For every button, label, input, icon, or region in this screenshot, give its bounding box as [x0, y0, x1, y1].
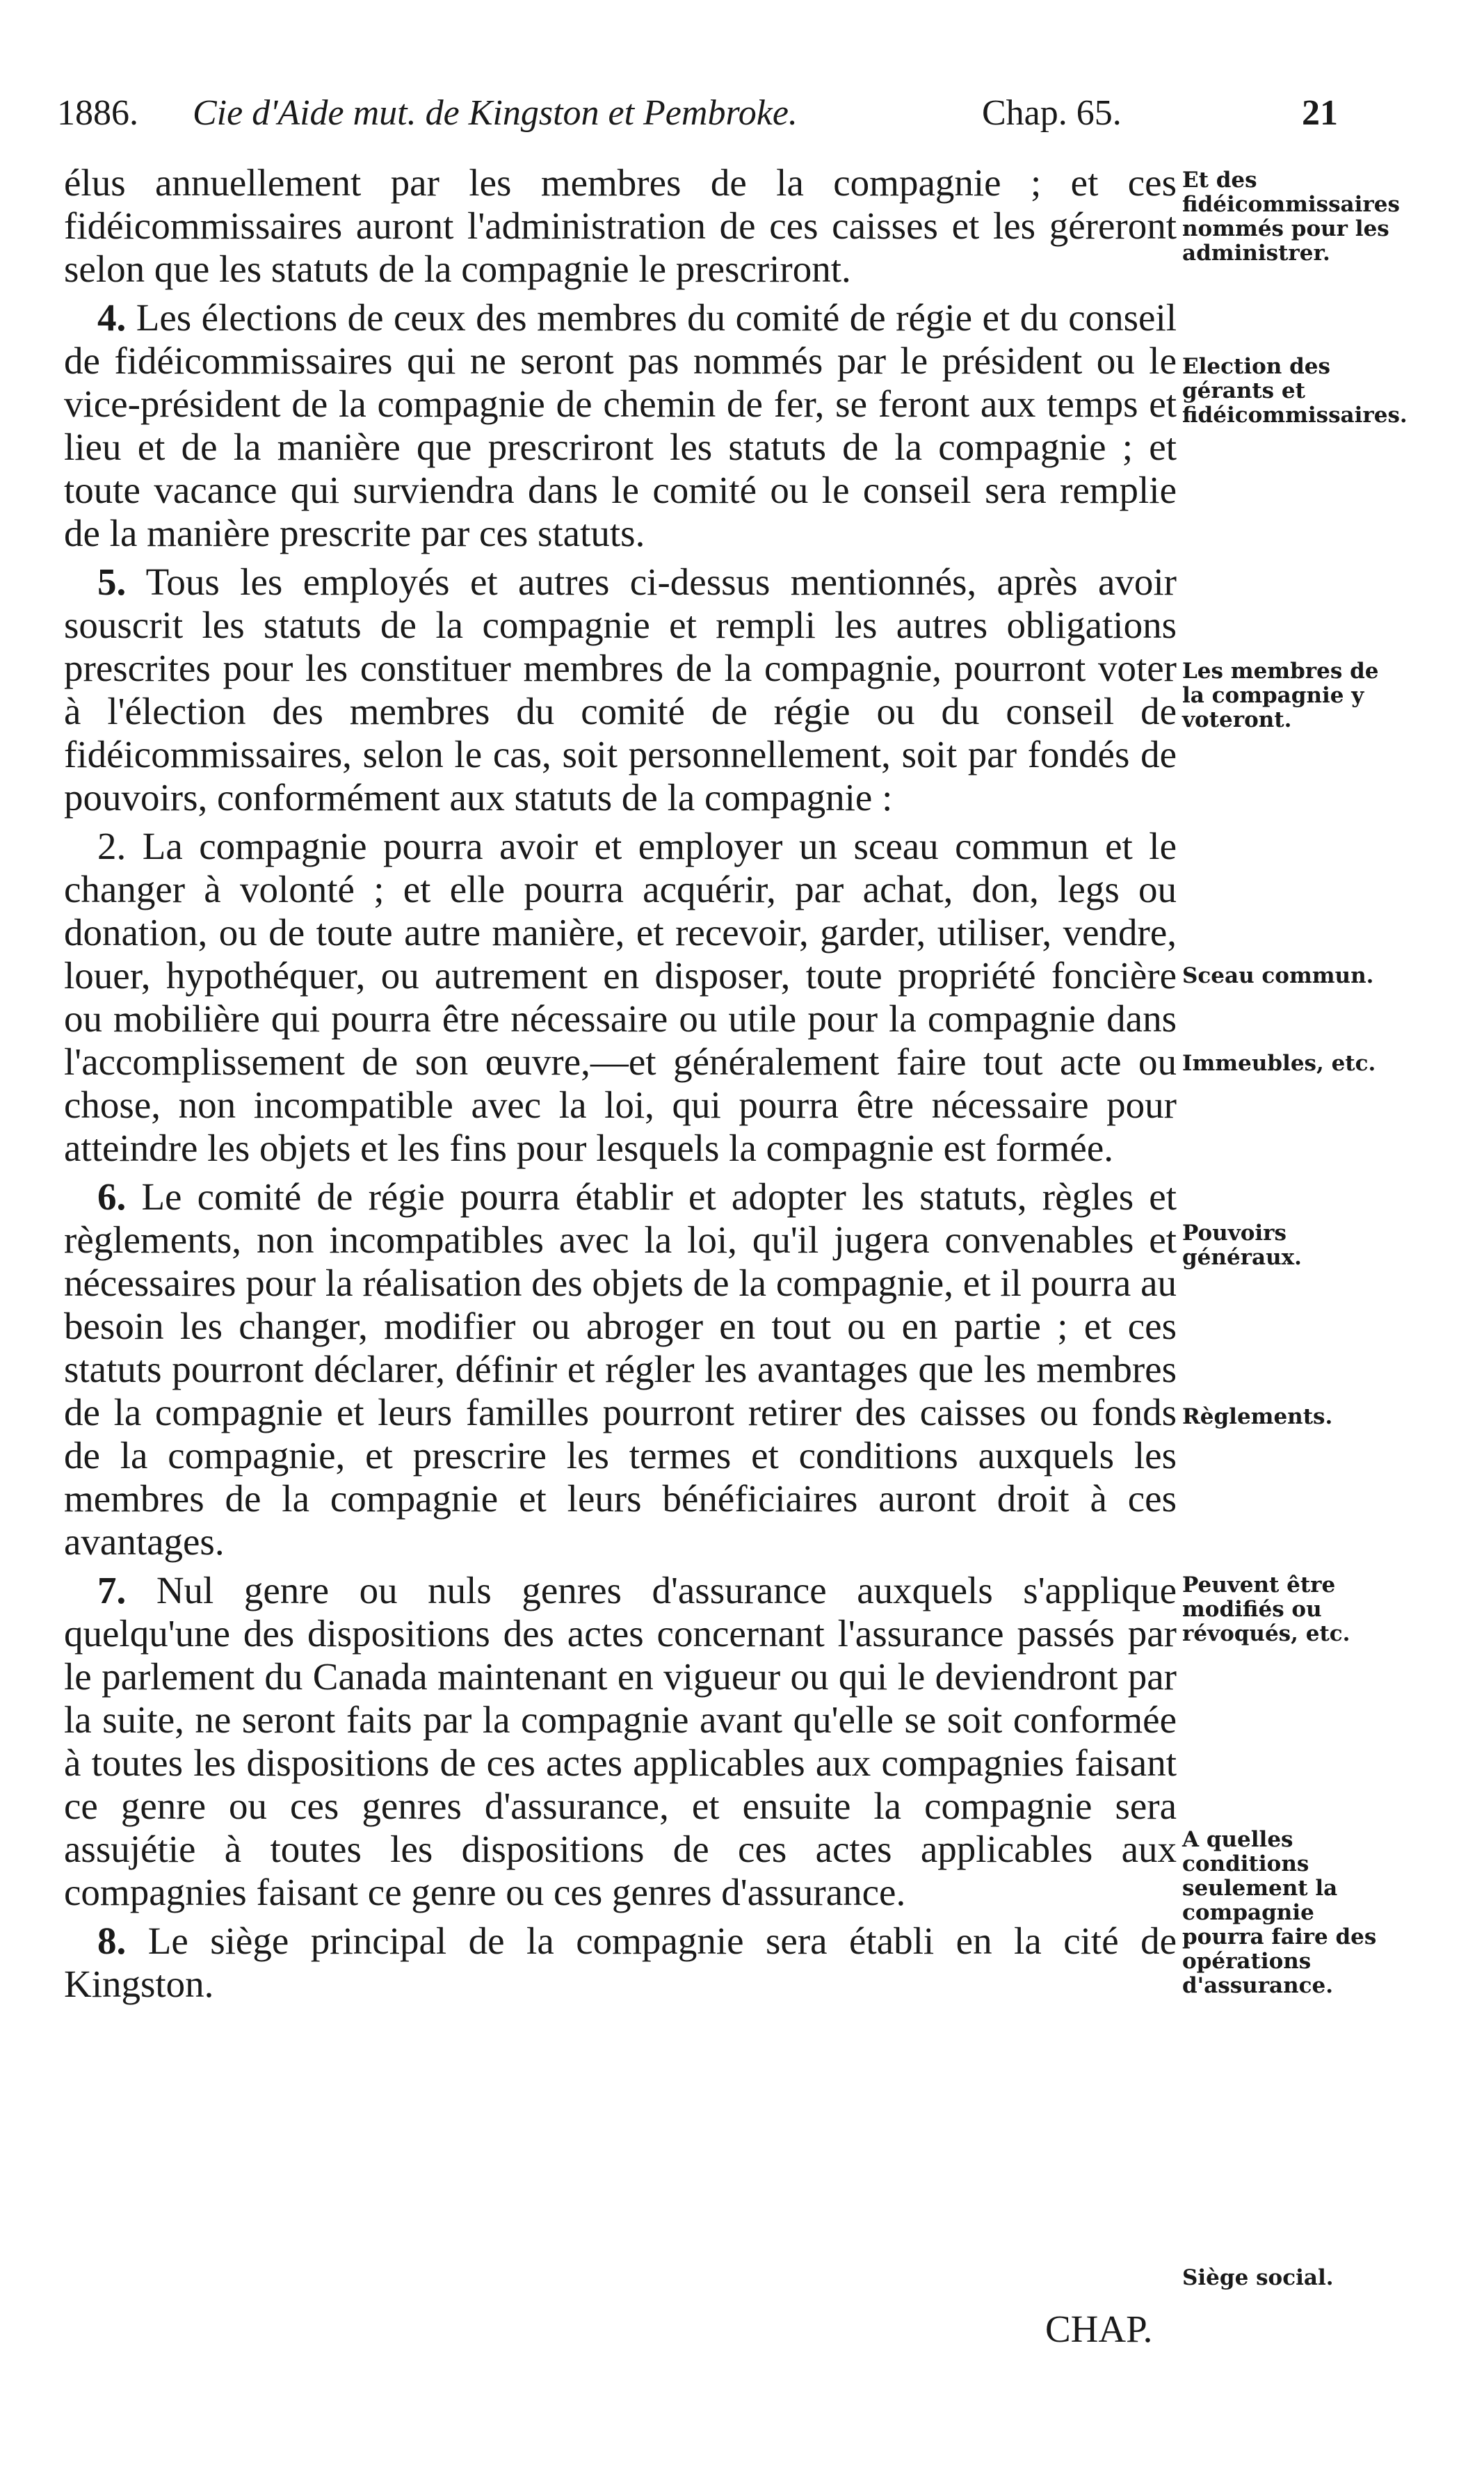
- section-text: La compagnie pourra avoir et employer un sceau commun et le changer à volonté ; et elle pourra acquérir, par achat, don, legs ou donation, ou de toute autre manière, et recevoir, garder, utiliser, vendre, louer, hypothéquer, ou autrement en disposer, toute propriété foncière ou mobilière qui pourra être nécessaire ou utile pour la compagnie dans l'accomplissement de son œuvre,—et généralement faire tout acte ou chose, non incompatible avec la loi, qui pourra être nécessaire pour atteindre les objets et les fins pour lesquels la compagnie est formée.: [64, 825, 1177, 1169]
- catchword: CHAP.: [1045, 2308, 1153, 2350]
- section-number: 8.: [97, 1920, 127, 1962]
- page-number: 21: [1302, 93, 1338, 133]
- section-number: 4.: [97, 296, 127, 339]
- margin-note-membres-votent: Les membres de la compagnie y voteront.: [1182, 659, 1379, 732]
- margin-note-reglements: Règlements.: [1182, 1404, 1333, 1429]
- section-7: [64, 1569, 1177, 1914]
- margin-note-immeubles: Immeubles, etc.: [1182, 1051, 1376, 1076]
- section-text: Le siège principal de la compagnie sera établi en la cité de Kingston.: [64, 1920, 1177, 2005]
- section-5: [64, 561, 1177, 819]
- section-text: Tous les employés et autres ci-dessus mentionnés, après avoir souscrit les statuts de la compagnie et rempli les autres obligations prescrites pour les constituer membres de la compagnie, pourront voter à l'élection des membres du comité de régie ou du conseil de fidéicommissaires, selon le cas, soit personnellement, soit par fondés de pouvoirs, conformément aux statuts de la compagnie :: [64, 561, 1177, 819]
- paragraph-continued: élus annuellement par les membres de la compagnie ; et ces fidéicommissaires auront l'administration de ces caisses et les géreront selon que les statuts de la compagnie le prescriront.: [64, 161, 1177, 290]
- main-text: [64, 161, 1177, 2011]
- margin-note-fideicommissaires: Et des fidéicommissaires nommés pour les administrer.: [1182, 168, 1400, 266]
- section-6: [64, 1175, 1177, 1563]
- section-text: Les élections de ceux des membres du comité de régie et du conseil de fidéicommissaires qui ne seront pas nommés par le président ou le vice-président de la compagnie de chemin de fer, se feront aux temps et lieu et de la manière que prescriront les statuts de la compagnie ; et toute vacance qui surviendra dans le comité ou le conseil sera remplie de la manière prescrite par ces statuts.: [64, 296, 1177, 554]
- section-8: [64, 1920, 1177, 2006]
- section-number: 5.: [97, 561, 127, 603]
- margin-note-modifies: Peuvent être modifiés ou révoqués, etc.: [1182, 1573, 1350, 1646]
- header-year: 1886.: [57, 93, 138, 133]
- section-number: 6.: [97, 1175, 127, 1218]
- margin-note-sceau: Sceau commun.: [1182, 963, 1374, 988]
- section-4: [64, 296, 1177, 555]
- margin-note-election: Election des gérants et fidéicommissaires.: [1182, 354, 1408, 428]
- margin-note-conditions: A quelles conditions seulement la compagnie pourra faire des opérations d'assurance.: [1182, 1827, 1377, 1998]
- subsection-2: [64, 825, 1177, 1170]
- margin-note-siege: Siège social.: [1182, 2265, 1334, 2290]
- section-number: 2.: [97, 825, 127, 867]
- section-number: 7.: [97, 1569, 127, 1611]
- header-chapter: Chap. 65.: [982, 93, 1122, 133]
- section-text: Nul genre ou nuls genres d'assurance auxquels s'applique quelqu'une des dispositions des actes concernant l'assurance passés par le parlement du Canada maintenant en vigueur ou qui le deviendront par la suite, ne seront faits par la compagnie avant qu'elle se soit conformée à toutes les dispositions de ces actes applicables aux compagnies faisant ce genre ou ces genres d'assurance, et ensuite la compagnie sera assujétie à toutes les dispositions de ces actes applicables aux compagnies faisant ce genre ou ces genres d'assurance.: [64, 1569, 1177, 1913]
- margin-note-pouvoirs: Pouvoirs généraux.: [1182, 1221, 1302, 1270]
- running-header: [57, 82, 1420, 145]
- section-text: Le comité de régie pourra établir et adopter les statuts, règles et règlements, non incompatibles avec la loi, qu'il jugera convenables et nécessaires pour la réalisation des objets de la compagnie, et il pourra au besoin les changer, modifier ou abroger en tout ou en partie ; et ces statuts pourront déclarer, définir et régler les avantages que les membres de la compagnie et leurs familles pourront retirer des caisses ou fonds de la compagnie, et prescrire les termes et conditions auxquels les membres de la compagnie et leurs bénéficiaires auront droit à ces avantages.: [64, 1175, 1177, 1563]
- header-title: Cie d'Aide mut. de Kingston et Pembroke.: [193, 93, 798, 133]
